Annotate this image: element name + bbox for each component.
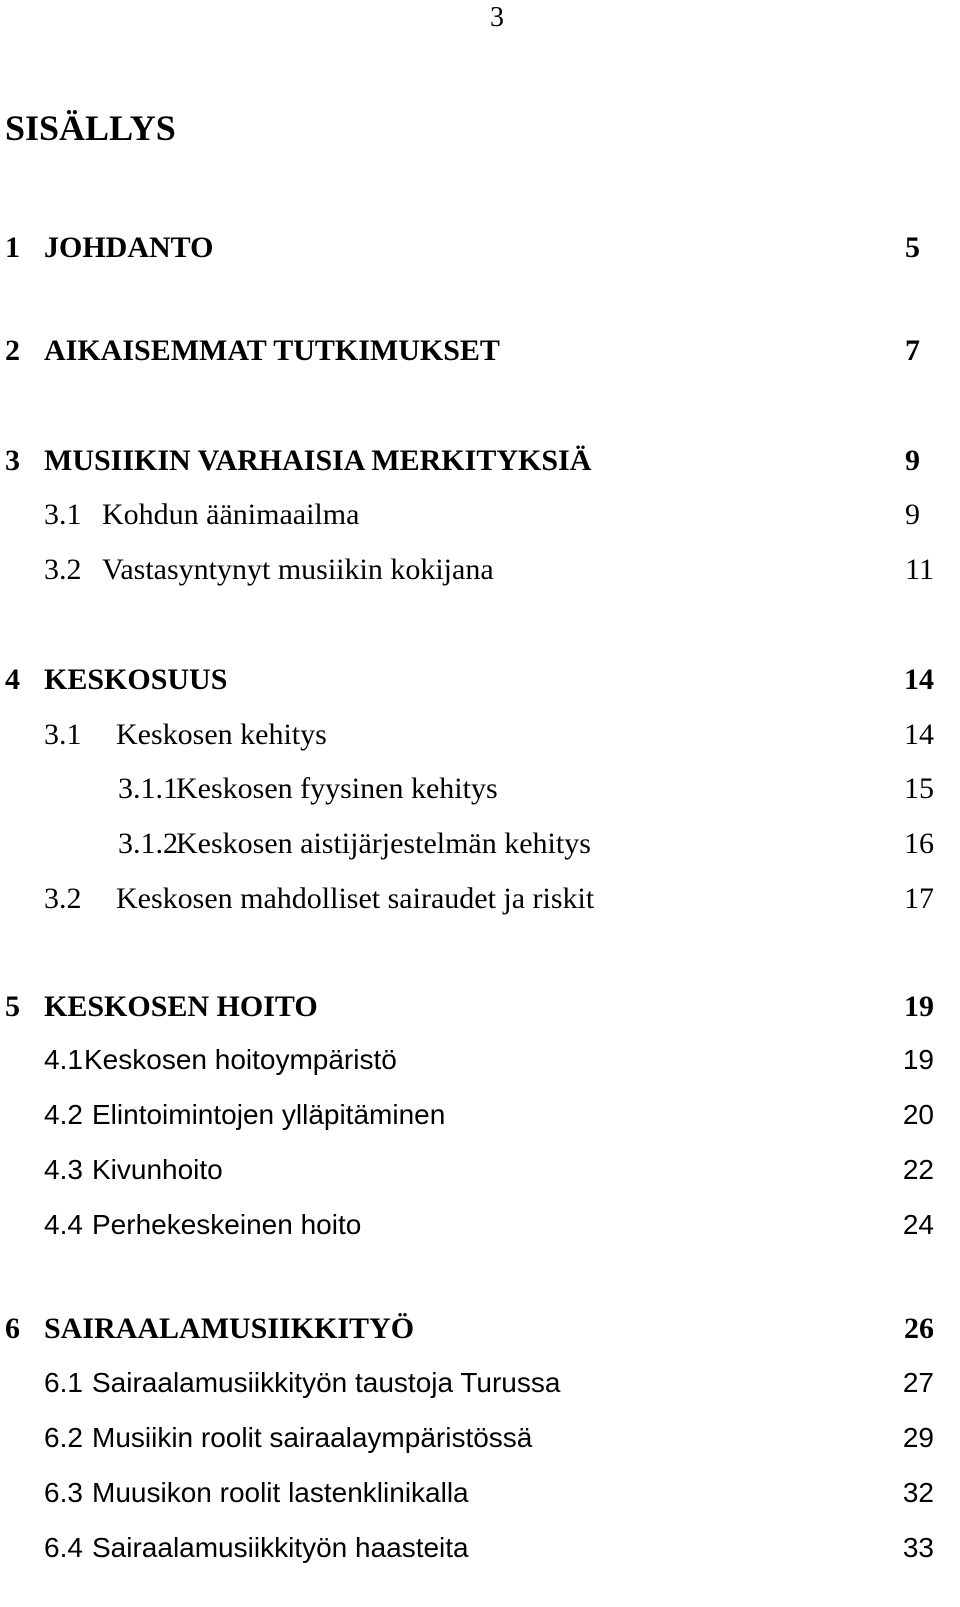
toc-entry-number: 3.1 <box>44 718 82 751</box>
toc-entry[interactable] <box>0 1424 934 1464</box>
toc-entry-page: 15 <box>904 772 934 805</box>
toc-entry-page: 22 <box>902 1154 934 1185</box>
toc-entry-page: 32 <box>902 1477 934 1508</box>
toc-entry-page: 9 <box>905 444 920 477</box>
toc-entry-page: 16 <box>904 827 934 860</box>
toc-entry[interactable] <box>0 829 934 869</box>
toc-entry-number: 2 <box>5 334 20 367</box>
toc-entry-title: Elintoimintojen ylläpitäminen <box>92 1099 446 1130</box>
toc-entry[interactable] <box>0 1211 934 1251</box>
toc-entry[interactable] <box>0 992 934 1032</box>
toc-entry[interactable] <box>0 1156 934 1196</box>
toc-entry-page: 19 <box>902 1044 934 1075</box>
toc-entry-page: 27 <box>902 1367 934 1398</box>
toc-entry-title: Perhekeskeinen hoito <box>92 1209 362 1240</box>
toc-entry-page: 14 <box>904 663 934 696</box>
toc-entry[interactable] <box>0 1314 934 1354</box>
toc-entry-number: 4.3 <box>44 1154 83 1185</box>
toc-entry-number: 4.1 <box>44 1044 83 1075</box>
toc-entry-page: 5 <box>905 231 920 264</box>
toc-entry-page: 33 <box>902 1532 934 1563</box>
toc-entry[interactable] <box>0 500 920 540</box>
toc-entry-number: 4.4 <box>44 1209 83 1240</box>
toc-entry-number: 4 <box>5 663 20 696</box>
toc-entry-number: 5 <box>5 990 20 1023</box>
toc-entry-number: 6.1 <box>44 1367 83 1398</box>
toc-entry[interactable] <box>0 1101 934 1141</box>
toc-entry-title: KESKOSUUS <box>44 663 228 696</box>
toc-entry-page: 20 <box>902 1099 934 1130</box>
toc-entry[interactable] <box>0 336 920 376</box>
toc-entry[interactable] <box>0 665 934 705</box>
toc-entry-title: Muusikon roolit lastenklinikalla <box>92 1477 469 1508</box>
toc-entry-title: Keskosen aistijärjestelmän kehitys <box>176 827 591 860</box>
toc-entry-number: 6 <box>5 1312 20 1345</box>
toc-entry-page: 9 <box>905 498 920 531</box>
toc-entry-number: 6.4 <box>44 1532 83 1563</box>
toc-entry-number: 6.2 <box>44 1422 83 1453</box>
page-number: 3 <box>490 2 504 33</box>
toc-entry-page: 14 <box>904 718 934 751</box>
toc-entry-page: 7 <box>905 334 920 367</box>
toc-entry-page: 19 <box>904 990 934 1023</box>
toc-entry-page: 24 <box>902 1209 934 1240</box>
toc-entry-title: Sairaalamusiikkityön taustoja Turussa <box>92 1367 561 1398</box>
toc-entry-title: Kohdun äänimaailma <box>102 498 360 531</box>
toc-entry[interactable] <box>0 233 920 273</box>
toc-entry[interactable] <box>0 1046 934 1086</box>
toc-entry-title: Keskosen fyysinen kehitys <box>176 772 498 805</box>
toc-entry-number: 4.2 <box>44 1099 83 1130</box>
toc-entry-title: AIKAISEMMAT TUTKIMUKSET <box>44 334 500 367</box>
toc-entry-title: Keskosen kehitys <box>116 718 327 751</box>
toc-entry[interactable] <box>0 446 920 486</box>
toc-entry-number: 6.3 <box>44 1477 83 1508</box>
toc-entry[interactable] <box>0 884 934 924</box>
toc-entry-title: Kivunhoito <box>92 1154 223 1185</box>
toc-entry-number: 3 <box>5 444 20 477</box>
toc-entry[interactable] <box>0 774 934 814</box>
toc-entry-title: Musiikin roolit sairaalaympäristössä <box>92 1422 533 1453</box>
toc-entry[interactable] <box>0 1534 934 1574</box>
toc-title: SISÄLLYS <box>5 108 176 148</box>
toc-entry[interactable] <box>0 720 934 760</box>
toc-entry-title: Keskosen mahdolliset sairaudet ja riskit <box>116 882 595 915</box>
toc-entry-page: 26 <box>904 1312 934 1345</box>
toc-entry-title: SAIRAALAMUSIIKKITYÖ <box>44 1312 415 1345</box>
toc-entry[interactable] <box>0 1369 934 1409</box>
toc-entry-number: 3.2 <box>44 553 82 586</box>
toc-entry-number: 3.2 <box>44 882 82 915</box>
toc-entry-title: MUSIIKIN VARHAISIA MERKITYKSIÄ <box>44 444 592 477</box>
toc-entry-number: 3.1.2 <box>118 827 178 860</box>
toc-entry-page: 17 <box>904 882 934 915</box>
toc-entry[interactable] <box>0 1479 934 1519</box>
toc-entry[interactable] <box>0 555 934 595</box>
toc-entry-number: 3.1 <box>44 498 82 531</box>
toc-entry-title: Sairaalamusiikkityön haasteita <box>92 1532 469 1563</box>
toc-entry-page: 29 <box>902 1422 934 1453</box>
toc-entry-number: 3.1.1 <box>118 772 178 805</box>
toc-entry-title: JOHDANTO <box>44 231 214 264</box>
toc-entry-title: KESKOSEN HOITO <box>44 990 318 1023</box>
toc-entry-page: 11 <box>905 553 934 586</box>
toc-entry-title: Keskosen hoitoympäristö <box>84 1044 397 1075</box>
toc-entry-title: Vastasyntynyt musiikin kokijana <box>102 553 494 586</box>
toc-entry-number: 1 <box>5 231 20 264</box>
